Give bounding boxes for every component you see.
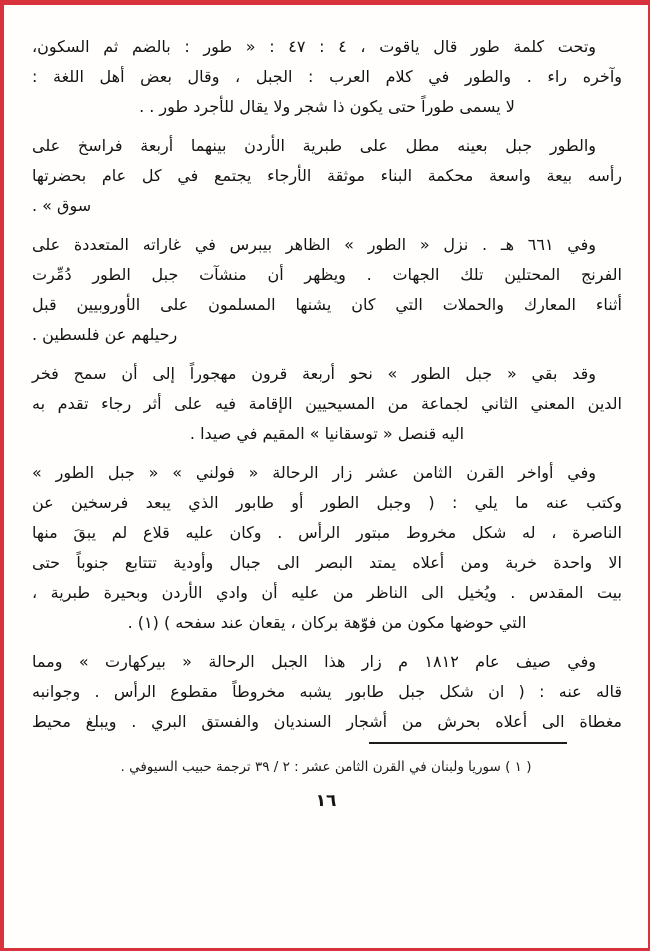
- text-line: وقد بقي « جبل الطور » نحو أربعة قرون مهجوراً إلى أن سمح فخر: [32, 364, 596, 383]
- text-line: رأسه بيعة واسعة محكمة البناء موثقة الأرجاء يجتمع في كل عام بحضرتها: [32, 166, 622, 185]
- body-text: [32, 32, 622, 746]
- paragraph: [32, 359, 622, 449]
- text-line: قاله عنه : ( ان شكل جبل طابور يشبه مخروطاً مقطوع الرأس . وجوانبه: [32, 682, 622, 701]
- text-line: مغطاة الى أعلاه بحرش من أشجار السنديان والفستق البري . ويبلغ محيط: [32, 712, 622, 731]
- text-line: والطور جبل بعينه مطل على طبرية الأردن بينهما أربعة فراسخ على: [32, 136, 596, 155]
- paragraph: [32, 458, 622, 638]
- text-line: الدين المعني الثاني لجماعة من المسيحيين الإقامة فيه على أثر رجاء تقدم به: [32, 394, 622, 413]
- footnote-separator: [369, 742, 567, 744]
- text-line: الا واحدة خربة ومن أعلاه يمتد البصر الى جبال وأودية تتتابع جنوباً حتى: [32, 553, 622, 572]
- text-line: بيت المقدس . ويُخيل الى الناظر من عليه أن وادي الأردن وبحيرة طبرية ،: [32, 583, 622, 602]
- text-line: اليه قنصل « توسقانيا » المقيم في صيدا .: [189, 424, 465, 443]
- text-line: سوق » .: [32, 196, 92, 215]
- text-line: وتحت كلمة طور قال ياقوت ، ٤ : ٤٧ : « طور : بالضم ثم السكون،: [32, 37, 596, 56]
- text-line: وكتب عنه ما يلي : ( وجبل الطور أو طابور الذي يبعد فرسخين عن: [32, 493, 622, 512]
- paragraph: [32, 230, 622, 350]
- text-line: أثناء المعارك والحملات التي كان يشنها المسلمون على الأوروبيين قبل: [32, 295, 622, 314]
- text-line: الفرنج المحتلين تلك الجهات . ويظهر أن منشآت جبل الطور دُمِّرت: [32, 265, 622, 284]
- text-line: وفي صيف عام ١٨١٢ م زار هذا الجبل الرحالة « بيركهارت » ومما: [32, 652, 596, 671]
- page-number: ١٦: [315, 791, 337, 811]
- text-line: وآخره راء . والطور في كلام العرب : الجبل ، وقال بعض أهل اللغة :: [32, 67, 622, 86]
- text-line: رحيلهم عن فلسطين .: [32, 325, 178, 344]
- text-line: وفي أواخر القرن الثامن عشر زار الرحالة « فولني » « جبل الطور »: [32, 463, 596, 482]
- text-line: الناصرة ، له شكل مخروط مبتور الرأس . وكان عليه قلاع لم يبقَ منها: [32, 523, 622, 542]
- text-line: التي حوضها مكون من فوّهة بركان ، يقعان عند سفحه ) (١) .: [127, 613, 527, 632]
- paragraph: [32, 32, 622, 122]
- paragraph: [32, 131, 622, 221]
- paragraph: [32, 647, 622, 737]
- text-line: وفي ٦٦١ هـ . نزل « الطور » الظاهر بيبرس في غاراته المتعددة على: [32, 235, 597, 254]
- text-line: لا يسمى طوراً حتى يكون ذا شجر ولا يقال للأجرد طور . .: [139, 97, 515, 116]
- footnote-text: ( ١ ) سوريا ولبنان في القرن الثامن عشر : ٢ / ٣٩ ترجمة حبيب السيوفي .: [120, 759, 532, 775]
